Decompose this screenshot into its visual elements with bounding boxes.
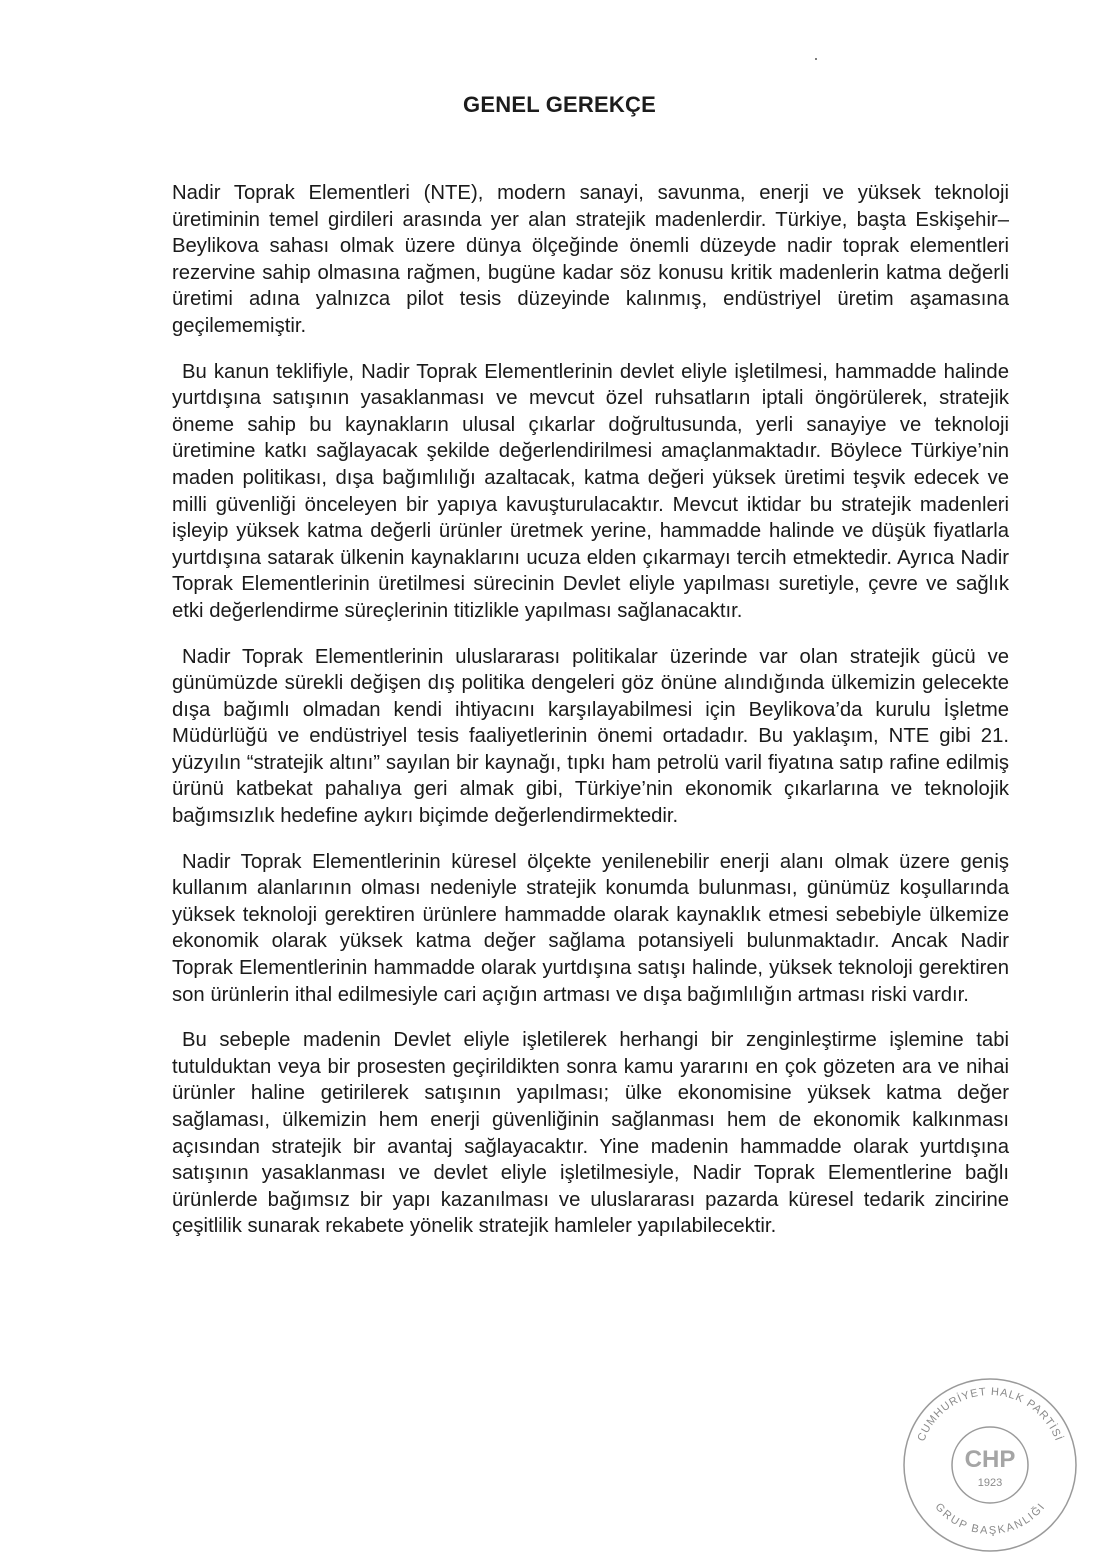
paragraph-4: Nadir Toprak Elementlerinin küresel ölçekte yenilenebilir enerji alanı olmak üzere geniş kullanım alanlarının olması nedeniyle stratejik konumda bulunması, günümüz koşullarında yüksek teknoloji gerektiren ürünlere hammadde olarak kaynaklık etmesi sebebiyle ülkemize ekonomik olarak yüksek katma değer sağlama potansiyeli bulunmaktadır. Ancak Nadir Toprak Elementlerinin hammadde olarak yurtdışına satışı halinde, yüksek teknoloji gerektiren son ürünlerin ithal edilmesiyle cari açığın artması ve dışa bağımlılığın artması riski vardır. (172, 850, 1009, 1006)
scan-speck (815, 58, 817, 60)
stamp-logo-text: CHP (964, 1446, 1016, 1473)
paragraph-3: Nadir Toprak Elementlerinin uluslararası politikalar üzerinde var olan stratejik gücü ve günümüzde sürekli değişen dış politika dengeleri göz önüne alındığında ülkemizin gelecekte dışa bağımlı olmadan kendi ihtiyacını karşılayabilmesi için Beylikova’da kurulu İşletme Müdürlüğü ve endüstriyel tesis faaliyetlerinin önemi ortadadır. Bu yaklaşım, NTE gibi 21. yüzyılın “stratejik altını” sayılan bir kaynağı, tıpkı ham petrolü varil fiyatına satıp rafine edilmiş ürünü katbekat pahalıya geri almak gibi, Türkiye’nin ekonomik çıkarlarına ve teknolojik bağımsızlık hedefine aykırı biçimde değerlendirmektedir. (172, 645, 1009, 828)
party-stamp (900, 1375, 1080, 1555)
paragraph-1: Nadir Toprak Elementleri (NTE), modern sanayi, savunma, enerji ve yüksek teknoloji üretiminin temel girdileri arasında yer alan stratejik madenlerdir. Türkiye, başta Eskişehir–Beylikova sahası olmak üzere dünya ölçeğinde önemli düzeyde nadir toprak elementleri rezervine sahip olmasına rağmen, bugüne kadar söz konusu kritik madenlerin katma değerli üretimi adına yalnızca pilot tesis düzeyinde kalınmış, endüstriyel üretim aşamasına geçilememiştir. (172, 182, 1009, 337)
svg-text:GRUP BAŞKANLIĞI (932, 1501, 1048, 1537)
paragraph-2: Bu kanun teklifiyle, Nadir Toprak Elementlerinin devlet eliyle işletilmesi, hammadde halinde yurtdışına satışının yasaklanması ve mevcut özel ruhsatların iptali öngörülerek, stratejik öneme sahip bu kaynakların ulusal çıkarlar doğrultusunda, yerli sanayiye ve teknoloji üretimine katkı sağlayacak şekilde değerlendirilmesi amaçlanmaktadır. Böylece Türkiye’nin maden politikası, dışa bağımlılığı azaltacak, katma değeri yüksek üretimi teşvik edecek ve milli güvenliği önceleyen bir yapıya kavuşturulacaktır. Mevcut iktidar bu stratejik madenleri işleyip yüksek katma değerli ürünler üretmek yerine, hammadde halinde ve düşük fiyatlarla yurtdışına satarak ülkenin kaynaklarını ucuza elden çıkarmayı tercih etmektedir. Ayrıca Nadir Toprak Elementlerinin üretilmesi sürecinin Devlet eliyle yapılması suretiyle, çevre ve sağlık etki değerlendirme süreçlerinin titizlikle yapılması sağlanacaktır. (172, 360, 1009, 622)
stamp-bottom-text: GRUP BAŞKANLIĞI (932, 1501, 1048, 1538)
document-title: GENEL GEREKÇE (463, 92, 656, 117)
svg-text:CUMHURİYET HALK PARTİSİ (915, 1386, 1065, 1443)
paragraph-5: Bu sebeple madenin Devlet eliyle işletilerek herhangi bir zenginleştirme işlemine tabi tutulduktan veya bir prosesten geçirildikten sonra kamu yararını en çok gözeten ara ve nihai ürünler haline getirilerek satışının yapılması; ülke ekonomisine yüksek katma değer sağlaması, ülkemizin hem enerji güvenliğinin sağlanması hem de ekonomik kalkınması açısından stratejik bir avantaj sağlayacaktır. Yine madenin hammadde olarak yurtdışına satışının yasaklanması ve devlet eliyle işletilmesiyle, Nadir Toprak Elementlerine bağlı ürünlerde bağımsız bir yapı kazanılması ve uluslararası pazarda küresel tedarik zincirine çeşitlilik sunarak rekabete yönelik stratejik hamleler yapılabilecektir. (172, 1029, 1009, 1238)
stamp-outer-text: CUMHURİYET HALK PARTİSİ (915, 1385, 1065, 1444)
stamp-seal-icon (900, 1375, 1080, 1555)
document-body (172, 180, 1009, 1259)
stamp-year: 1923 (977, 1477, 1003, 1489)
